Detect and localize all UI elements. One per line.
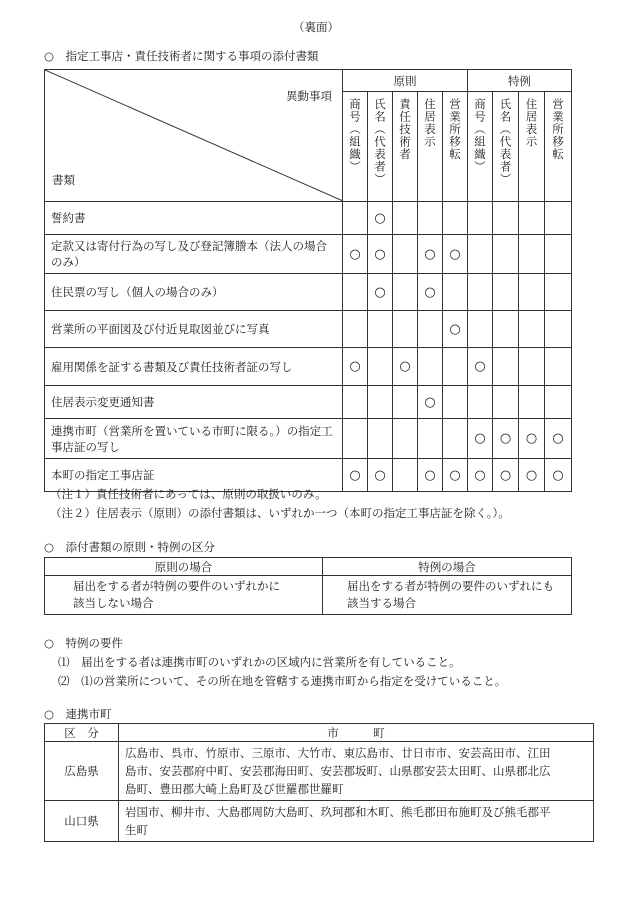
column-header-label: 営業所移転 (448, 98, 462, 161)
category-exception-line-1: 届出をする者が特例の要件のいずれにも (347, 579, 554, 593)
mark-cell (468, 419, 493, 459)
row-label: 住居表示変更通知書 (45, 386, 343, 419)
required-mark: ○ (525, 467, 538, 483)
prefecture-hiroshima: 広島県 (45, 742, 119, 801)
mark-cell (493, 311, 519, 348)
required-mark: ○ (525, 431, 538, 446)
mark-cell (493, 235, 519, 274)
mark-cell (519, 348, 545, 386)
section-heading-requirements: ○ 特例の要件 (44, 636, 124, 650)
mark-cell (493, 274, 519, 311)
category-table (44, 557, 572, 615)
mark-cell (418, 274, 443, 311)
mark-cell (443, 348, 468, 386)
mark-cell (519, 311, 545, 348)
requirement-1-text: 届出をする者は連携市町のいずれかの区域内に営業所を有していること。 (81, 655, 461, 669)
mark-cell (545, 386, 572, 419)
hiroshima-line-3: 島町、豊田郡大崎上島町及び世羅郡世羅町 (125, 782, 344, 796)
mark-cell (343, 202, 368, 235)
required-mark: ○ (424, 467, 436, 483)
mark-cell (443, 459, 468, 492)
mark-cell (493, 202, 519, 235)
column-header-address-display (418, 92, 443, 202)
mark-cell (393, 348, 418, 386)
requirement-1 (58, 654, 461, 670)
required-mark: ○ (349, 359, 361, 374)
column-header-exc-office-relocation (545, 92, 572, 202)
mark-cell (545, 419, 572, 459)
row-label: 定款又は寄付行為の写し及び登記簿謄本（法人の場合のみ） (45, 235, 343, 274)
required-mark: ○ (449, 467, 461, 483)
required-mark: ○ (552, 431, 564, 446)
hiroshima-towns (119, 742, 594, 801)
required-mark: ○ (374, 210, 386, 226)
mark-cell (393, 274, 418, 311)
page-title: （裏面） (293, 20, 339, 34)
yamaguchi-line-1: 岩国市、柳井市、大島郡周防大島町、玖珂郡和木町、熊毛郡田布施町及び熊毛郡平 (125, 805, 551, 819)
required-mark: ○ (349, 467, 361, 483)
note-2: （注２）住居表示（原則）の添付書類は、いずれか一つ（本町の指定工事店証を除く。）。 (50, 506, 510, 520)
mark-cell (343, 386, 368, 419)
column-header-label: 責任技術者 (398, 98, 412, 161)
attachments-table (44, 69, 572, 492)
category-head-exception: 特例の場合 (323, 558, 572, 576)
row-label: 連携市町（営業所を置いている市町に限る。）の指定工事店証の写し (45, 419, 343, 459)
yamaguchi-line-2: 生町 (125, 823, 148, 837)
required-mark: ○ (424, 284, 436, 300)
table-row (45, 274, 572, 311)
mark-cell (545, 235, 572, 274)
category-body-principle (45, 576, 323, 615)
prefecture-yamaguchi: 山口県 (45, 801, 119, 842)
mark-cell (418, 386, 443, 419)
mark-cell (545, 311, 572, 348)
corner-label-documents: 書類 (52, 173, 75, 187)
mark-cell (368, 202, 393, 235)
required-mark: ○ (499, 431, 512, 446)
column-header-trade-name (343, 92, 368, 202)
mark-cell (418, 235, 443, 274)
yamaguchi-towns (119, 801, 594, 842)
mark-cell (343, 235, 368, 274)
mark-cell (519, 419, 545, 459)
category-body-exception (323, 576, 572, 615)
mark-cell (493, 386, 519, 419)
mark-cell (468, 235, 493, 274)
category-exception-line-2: 該当する場合 (347, 596, 416, 610)
requirement-1-number: ⑴ (58, 655, 70, 669)
required-mark: ○ (449, 321, 461, 337)
mark-cell (418, 459, 443, 492)
column-header-office-relocation (443, 92, 468, 202)
mark-cell (343, 274, 368, 311)
municipalities-head-category: 区 分 (45, 724, 119, 742)
column-header-label: 住居表示 (524, 98, 539, 148)
section-heading-category: ○ 添付書類の原則・特例の区分 (44, 540, 216, 554)
mark-cell (343, 348, 368, 386)
table-row (45, 419, 572, 459)
table-row (45, 202, 572, 235)
category-principle-line-1: 届出をする者が特例の要件のいずれかに (73, 579, 280, 593)
mark-cell (519, 459, 545, 492)
mark-cell (343, 419, 368, 459)
mark-cell (519, 274, 545, 311)
group-header-principle: 原則 (343, 70, 468, 92)
corner-header-cell (45, 70, 343, 202)
required-mark: ○ (552, 467, 564, 483)
requirement-2-text: ⑴の営業所について、その所在地を管轄する連携市町から指定を受けていること。 (81, 674, 507, 688)
column-header-responsible-engineer (393, 92, 418, 202)
mark-cell (368, 235, 393, 274)
hiroshima-line-1: 広島市、呉市、竹原市、三原市、大竹市、東広島市、廿日市市、安芸高田市、江田 (125, 746, 551, 760)
mark-cell (343, 311, 368, 348)
mark-cell (545, 274, 572, 311)
category-head-principle: 原則の場合 (45, 558, 323, 576)
category-principle-line-2: 該当しない場合 (73, 596, 154, 610)
mark-cell (468, 348, 493, 386)
mark-cell (443, 386, 468, 419)
column-header-label: 氏名（代表者） (498, 98, 513, 186)
municipalities-table (44, 723, 594, 842)
mark-cell (519, 202, 545, 235)
required-mark: ○ (349, 246, 361, 262)
mark-cell (519, 386, 545, 419)
hiroshima-line-2: 島市、安芸郡府中町、安芸郡海田町、安芸郡坂町、山県郡安芸太田町、山県郡北広 (125, 764, 551, 778)
row-label: 住民票の写し（個人の場合のみ） (45, 274, 343, 311)
table-row (45, 311, 572, 348)
mark-cell (443, 202, 468, 235)
row-label: 誓約書 (45, 202, 343, 235)
mark-cell (468, 386, 493, 419)
column-header-label: 住居表示 (423, 98, 437, 148)
table-row (45, 386, 572, 419)
mark-cell (443, 419, 468, 459)
mark-cell (545, 202, 572, 235)
mark-cell (368, 386, 393, 419)
mark-cell (418, 348, 443, 386)
required-mark: ○ (424, 394, 436, 410)
required-mark: ○ (374, 284, 386, 300)
required-mark: ○ (399, 359, 411, 374)
mark-cell (493, 419, 519, 459)
section-heading-attachments: ○ 指定工事店・責任技術者に関する事項の添付書類 (44, 49, 319, 63)
required-mark: ○ (449, 246, 461, 262)
row-label: 本町の指定工事店証 (45, 459, 343, 492)
mark-cell (545, 459, 572, 492)
mark-cell (368, 274, 393, 311)
required-mark: ○ (474, 467, 486, 483)
section-heading-municipalities: ○ 連携市町 (44, 707, 112, 721)
mark-cell (468, 311, 493, 348)
mark-cell (343, 459, 368, 492)
column-header-exc-address-display (519, 92, 545, 202)
attachments-table-body (45, 202, 572, 492)
mark-cell (418, 202, 443, 235)
mark-cell (468, 459, 493, 492)
mark-cell (393, 386, 418, 419)
mark-cell (393, 311, 418, 348)
mark-cell (418, 419, 443, 459)
mark-cell (368, 311, 393, 348)
mark-cell (393, 202, 418, 235)
requirement-2-number: ⑵ (58, 674, 70, 688)
mark-cell (493, 348, 519, 386)
mark-cell (493, 459, 519, 492)
column-header-exc-trade-name (468, 92, 493, 202)
mark-cell (443, 235, 468, 274)
note-1: （注１）責任技術者にあっては、原則の取扱いのみ。 (50, 487, 327, 501)
mark-cell (393, 419, 418, 459)
mark-cell (393, 459, 418, 492)
mark-cell (468, 274, 493, 311)
column-header-exc-name-representative (493, 92, 519, 202)
required-mark: ○ (374, 467, 386, 483)
required-mark: ○ (424, 246, 436, 262)
mark-cell (368, 459, 393, 492)
row-label: 営業所の平面図及び付近見取図並びに写真 (45, 311, 343, 348)
column-header-label: 商号（組織） (473, 98, 488, 173)
group-header-exception: 特例 (468, 70, 572, 92)
column-header-name-representative (368, 92, 393, 202)
corner-label-changes: 異動事項 (286, 89, 332, 103)
table-row (45, 235, 572, 274)
mark-cell (545, 348, 572, 386)
mark-cell (418, 311, 443, 348)
table-row (45, 348, 572, 386)
mark-cell (468, 202, 493, 235)
required-mark: ○ (474, 431, 486, 446)
required-mark: ○ (374, 246, 386, 262)
column-header-label: 氏名（代表者） (373, 98, 387, 186)
required-mark: ○ (499, 467, 512, 483)
municipalities-head-towns: 市 町 (119, 724, 594, 742)
mark-cell (368, 419, 393, 459)
mark-cell (393, 235, 418, 274)
required-mark: ○ (474, 359, 486, 374)
row-label: 雇用関係を証する書類及び責任技術者証の写し (45, 348, 343, 386)
requirement-2 (58, 673, 506, 689)
column-header-label: 営業所移転 (551, 98, 566, 161)
mark-cell (368, 348, 393, 386)
mark-cell (519, 235, 545, 274)
mark-cell (443, 311, 468, 348)
column-header-label: 商号（組織） (348, 98, 362, 173)
mark-cell (443, 274, 468, 311)
